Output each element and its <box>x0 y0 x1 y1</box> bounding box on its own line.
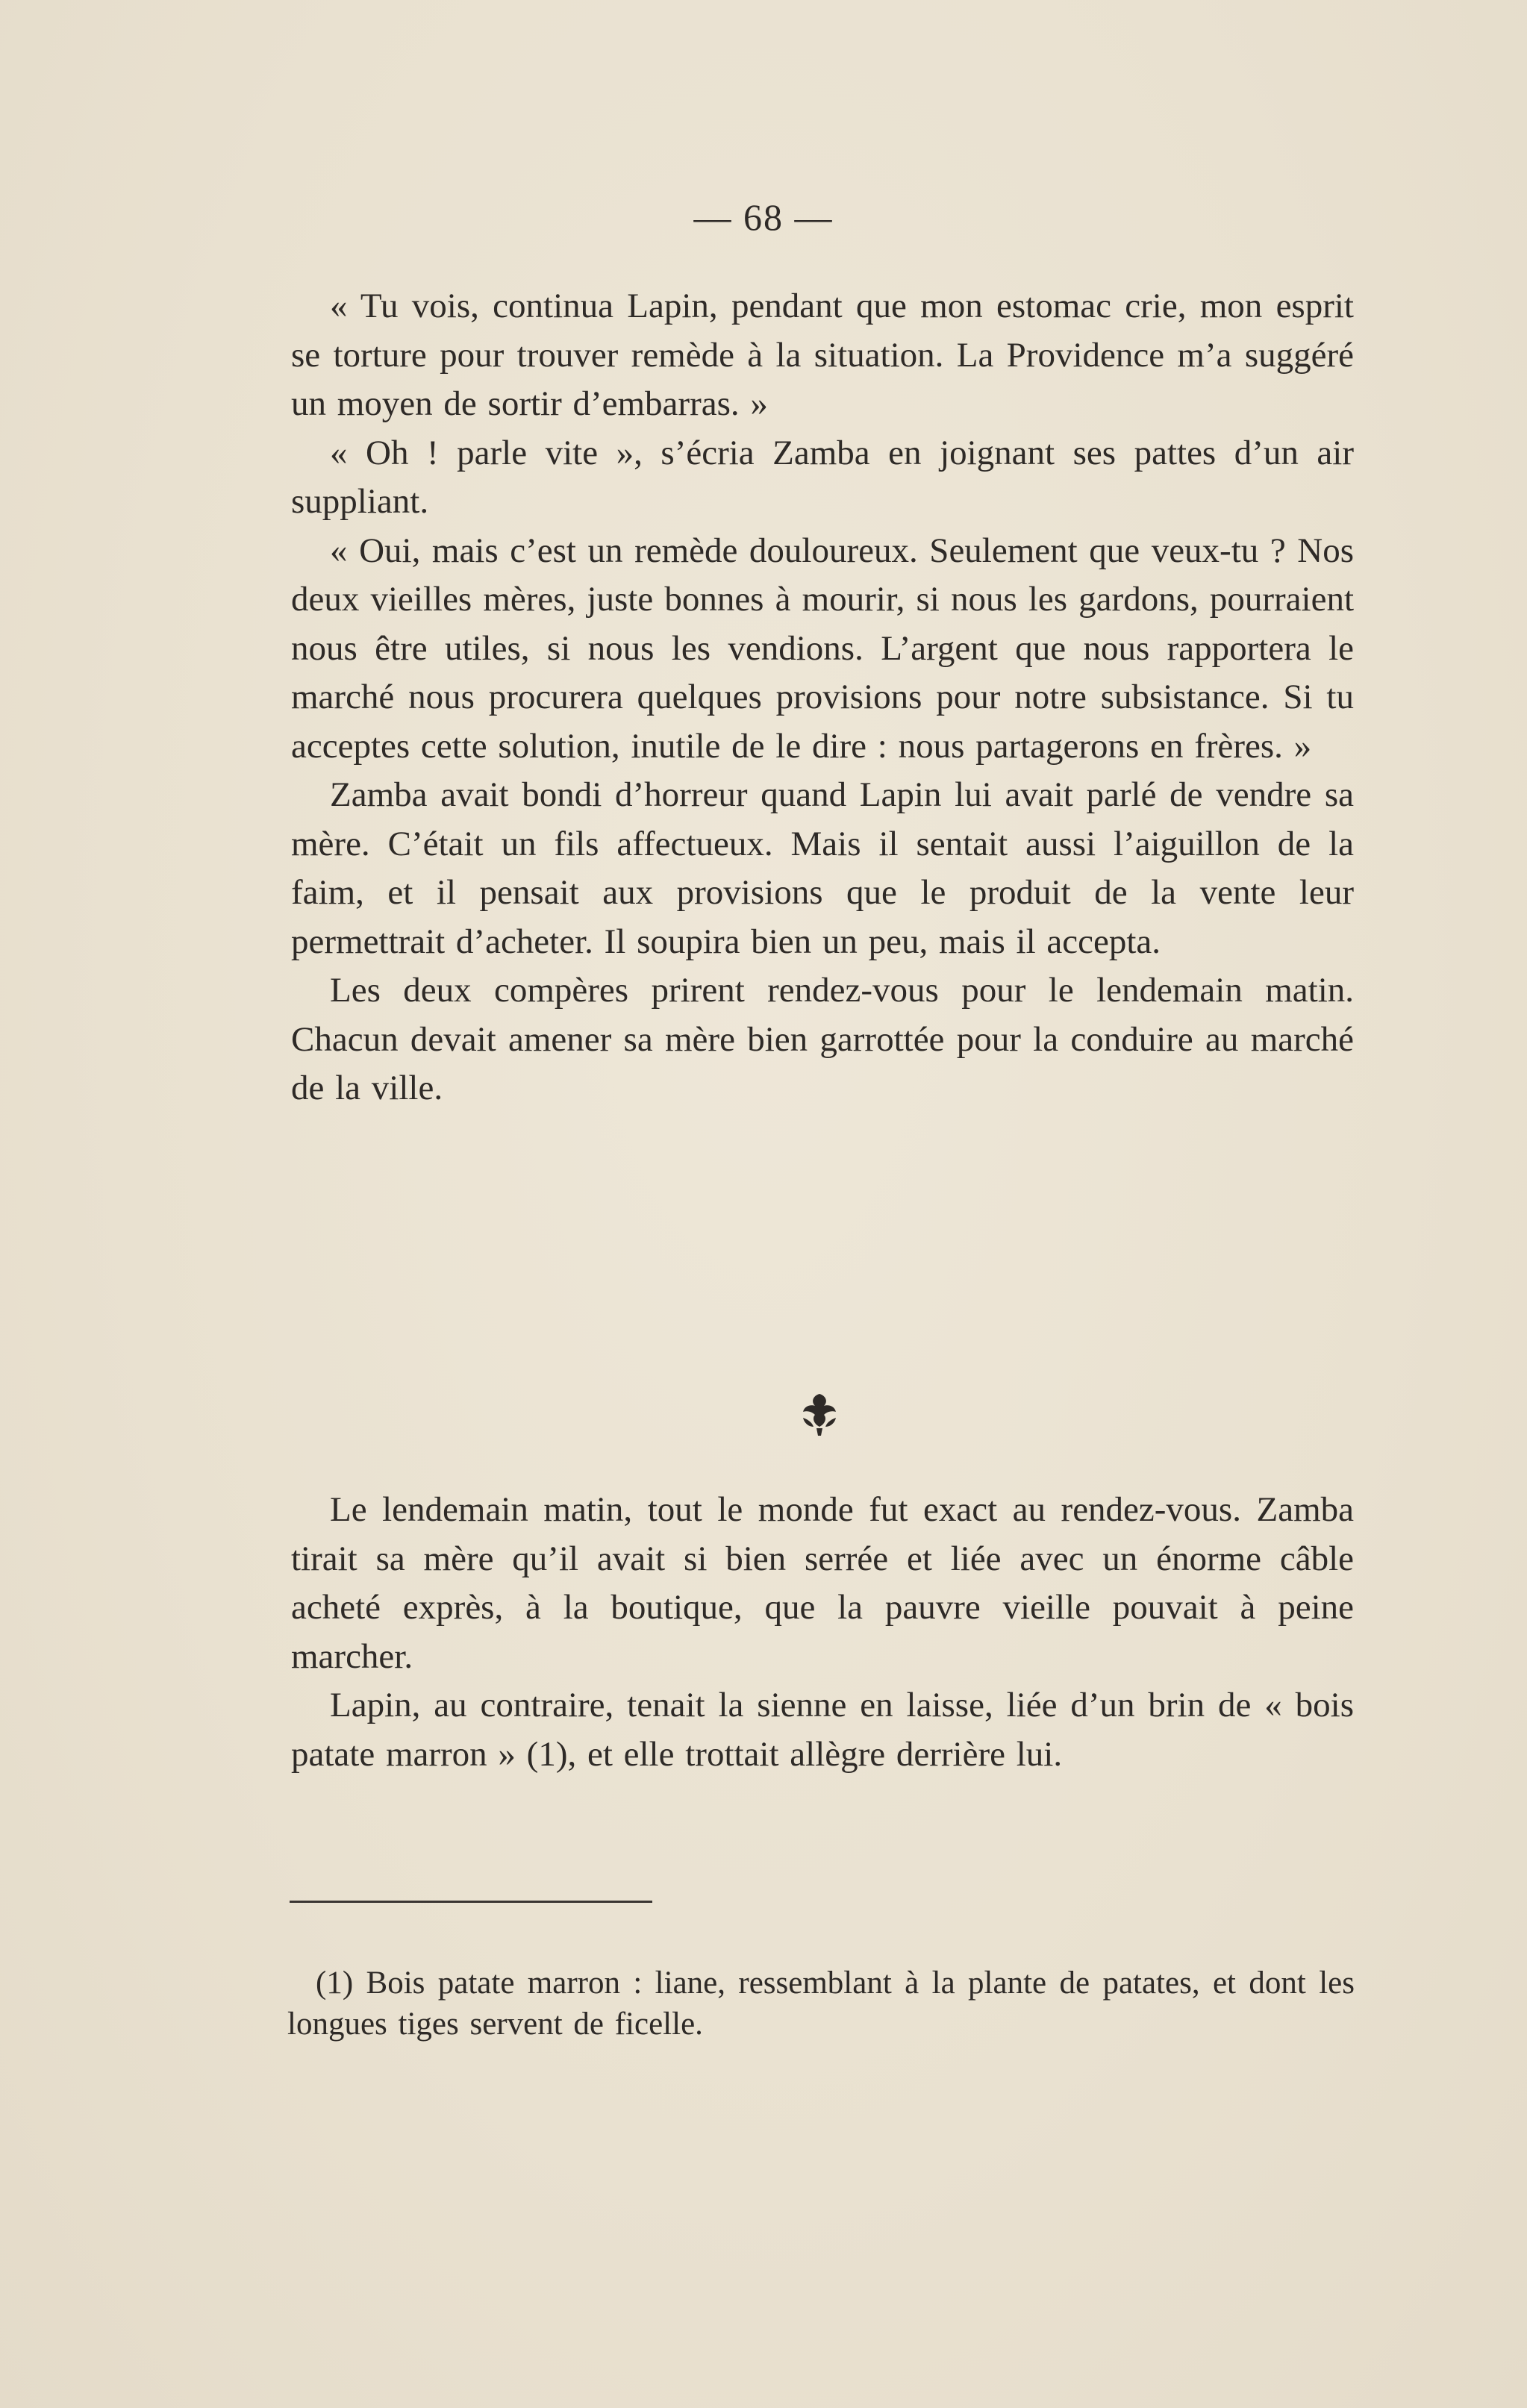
footnote-separator <box>290 1901 652 1903</box>
page-number: — 68 — <box>693 196 834 238</box>
fleuron-icon <box>797 1389 842 1442</box>
paragraph: Lapin, au contraire, tenait la sienne en laisse, liée d’un brin de « bois patate marron » (1), et elle trottait allègre derrière lui. <box>291 1686 1354 1774</box>
paragraph: « Tu vois, continua Lapin, pendant que mon estomac crie, mon esprit se torture pour trouver remède à la situation. La Providence m’a suggéré un moyen de sortir d’embarras. » <box>291 287 1354 423</box>
footnote: (1) Bois patate marron : liane, ressemblant à la plante de patates, et dont les longues tiges servent de ficelle. <box>287 1966 1355 2042</box>
main-text <box>291 282 1354 1113</box>
paragraph: Zamba avait bondi d’horreur quand Lapin lui avait parlé de vendre sa mère. C’était un fils affectueux. Mais il sentait aussi l’aiguillon de la faim, et il pensait aux provisions que le produit de la vente leur permettrait d’acheter. Il soupira bien un peu, mais il accepta. <box>291 775 1354 961</box>
paragraph: Le lendemain matin, tout le monde fut exact au rendez-vous. Zamba tirait sa mère qu’il avait si bien serrée et liée avec un énorme câble acheté exprès, à la boutique, que la pauvre vieille pouvait à peine marcher. <box>291 1490 1354 1676</box>
paragraph: Les deux compères prirent rendez-vous pour le lendemain matin. Chacun devait amener sa mère bien garrottée pour la conduire au marché de la ville. <box>291 971 1354 1107</box>
main-text-continued <box>291 1486 1354 1779</box>
paragraph: « Oui, mais c’est un remède douloureux. Seulement que veux-tu ? Nos deux vieilles mères, juste bonnes à mourir, si nous les gardons, pourraient nous être utiles, si nous les vendions. L’argent que nous rapportera le marché nous procurera quelques provisions pour notre subsistance. Si tu acceptes cette solution, inutile de le dire : nous partagerons en frères. » <box>291 531 1354 766</box>
paragraph: « Oh ! parle vite », s’écria Zamba en joignant ses pattes d’un air suppliant. <box>291 433 1354 521</box>
